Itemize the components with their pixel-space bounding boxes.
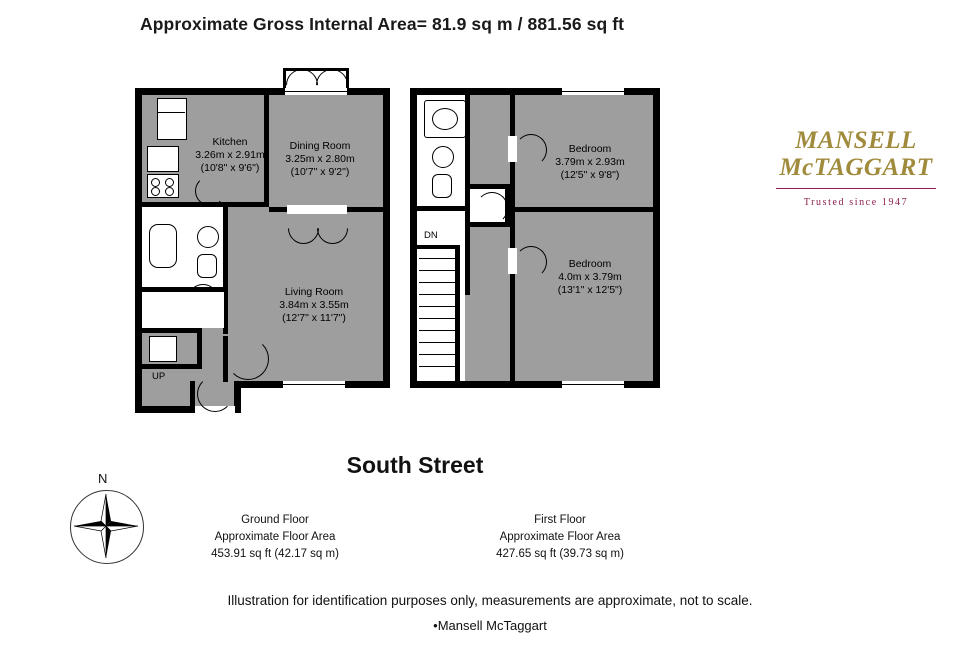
living-dim-imperial: (12'7" x 11'7")	[282, 312, 346, 324]
window-bedroom1-rear-line	[562, 91, 624, 92]
stair-tread	[419, 330, 455, 331]
brand-credit-text: •Mansell McTaggart	[433, 618, 547, 633]
ground-floor-cutout-front	[234, 388, 384, 412]
hob-ring-2	[165, 178, 174, 187]
wall-ground-porch-right	[234, 381, 241, 413]
bedroom2-name: Bedroom	[568, 258, 612, 270]
stair-tread	[419, 306, 455, 307]
wall-stairwell-right	[455, 248, 460, 382]
ground-floor-caption	[180, 512, 370, 563]
ground-floor-caption-line3: 453.91 sq ft (42.17 sq m)	[211, 548, 339, 560]
first-floor-caption-line3: 427.65 sq ft (39.73 sq m)	[496, 548, 624, 560]
first-floor-caption	[465, 512, 655, 563]
property-address-title: South Street	[346, 452, 484, 478]
page-title: Approximate Gross Internal Area= 81.9 sq m / 881.56 sq ft	[140, 14, 625, 34]
toilet	[197, 254, 217, 278]
first-floor-plan	[410, 88, 660, 393]
stairs-up-label: UP	[152, 371, 166, 382]
wall-bathroom-right	[223, 207, 228, 292]
bedroom1-name: Bedroom	[568, 143, 612, 155]
stairs-down-label: DN	[424, 230, 438, 241]
logo-line-1: MANSELL	[795, 127, 917, 154]
room-label-bedroom2	[525, 258, 655, 297]
wall-landing-top	[470, 184, 510, 189]
dining-name: Dining Room	[289, 140, 351, 152]
bedroom2-dim-imperial: (13'1" x 12'5")	[557, 284, 623, 296]
logo-line-2: McTAGGART	[779, 154, 933, 181]
stairs-up	[142, 292, 224, 328]
first-floor-caption-line2: Approximate Floor Area	[499, 531, 621, 543]
bedroom1-dim-metric: 3.79m x 2.93m	[555, 156, 625, 168]
door-swing-arc-living	[227, 338, 269, 380]
ground-floor-plan	[135, 88, 390, 418]
compass-north-label: N	[98, 471, 108, 486]
living-name: Living Room	[284, 286, 344, 298]
living-dim-metric: 3.84m x 3.55m	[279, 299, 349, 311]
compass-star-icon	[70, 490, 142, 562]
door-swing-arc-landing	[476, 192, 508, 224]
wall-bedroom-divider	[510, 207, 654, 212]
stair-tread	[419, 342, 455, 343]
stair-tread	[419, 354, 455, 355]
stair-tread	[419, 366, 455, 367]
wall-stair-right	[197, 328, 202, 368]
first-floor-caption-line1: First Floor	[534, 514, 586, 526]
company-logo	[770, 128, 942, 210]
wall-first-left	[410, 88, 417, 388]
storage-cupboard	[149, 336, 177, 362]
wall-first-right	[653, 88, 660, 388]
hob-ring-4	[165, 187, 174, 196]
wall-bedroom2-left	[510, 212, 515, 382]
opening-dining-living	[287, 205, 347, 214]
kitchen-name: Kitchen	[212, 136, 248, 148]
dining-dim-imperial: (10'7" x 9'2")	[290, 166, 350, 178]
ground-floor-caption-line2: Approximate Floor Area	[214, 531, 336, 543]
stair-tread	[419, 282, 455, 283]
hob-ring-3	[151, 187, 160, 196]
door-swing-arc-kitchen	[195, 176, 225, 206]
first-floor-toilet	[432, 174, 452, 198]
stair-tread	[419, 270, 455, 271]
stair-tread	[419, 258, 455, 259]
room-label-living	[244, 286, 384, 325]
wall-stairwell-top	[417, 245, 460, 249]
logo-divider	[776, 188, 936, 189]
wall-stair-bottom	[142, 364, 202, 369]
hob-ring-1	[151, 178, 160, 187]
first-floor-basin	[432, 146, 454, 168]
wall-ground-top	[135, 88, 390, 95]
logo-tagline: Trusted since 1947	[796, 197, 917, 208]
dining-dim-metric: 3.25m x 2.80m	[285, 153, 355, 165]
bedroom1-dim-imperial: (12'5" x 9'8")	[560, 169, 620, 181]
ground-floor-caption-line1: Ground Floor	[241, 514, 309, 526]
wash-basin	[197, 226, 219, 248]
bedroom2-dim-metric: 4.0m x 3.79m	[558, 271, 622, 283]
wall-under-stairs	[142, 328, 202, 333]
compass-rose	[70, 471, 146, 566]
wall-hall-right-lower	[223, 336, 228, 382]
room-label-dining	[256, 140, 384, 179]
room-label-bedroom1	[525, 143, 655, 182]
kitchen-dim-imperial: (10'8" x 9'6")	[200, 162, 260, 174]
shower-drain	[432, 108, 458, 130]
stair-tread	[419, 318, 455, 319]
wall-ground-right	[383, 88, 390, 388]
wall-ground-left	[135, 88, 142, 413]
window-living-front-line	[283, 384, 345, 385]
kitchen-appliance	[157, 98, 187, 140]
bath-tub	[149, 224, 177, 268]
window-bedroom2-front-line	[562, 384, 624, 385]
disclaimer-text: Illustration for identification purposes only, measurements are approximate, not to scale.	[227, 593, 753, 608]
kitchen-dim-metric: 3.26m x 2.91m	[195, 149, 265, 161]
kitchen-appliance-line	[157, 112, 185, 113]
stair-tread	[419, 294, 455, 295]
